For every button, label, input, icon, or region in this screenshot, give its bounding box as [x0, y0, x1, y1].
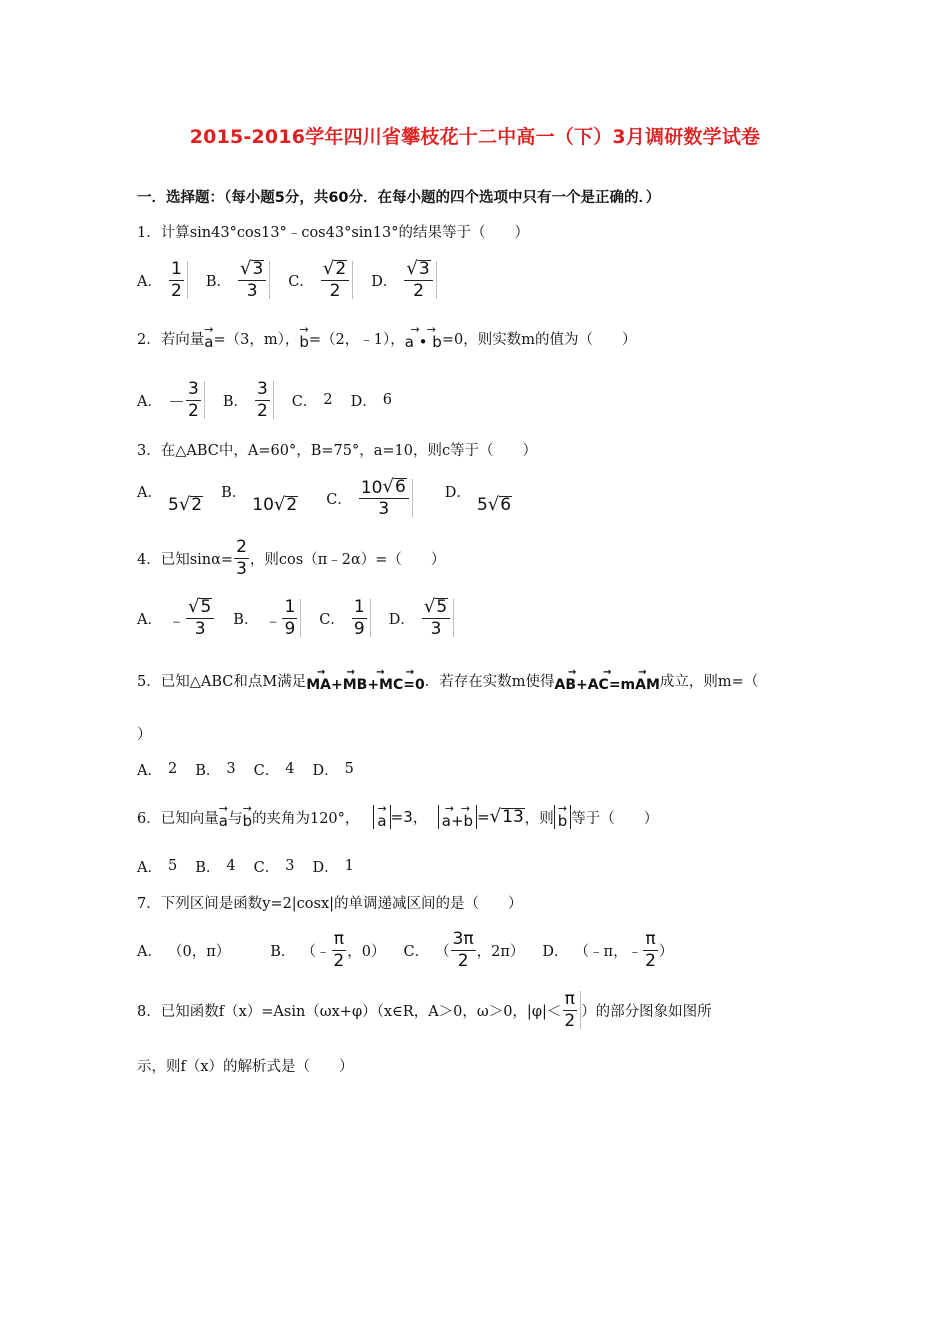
vector-a: → a	[204, 323, 214, 351]
option-a: A． － $\frac{3}{2}$	[137, 381, 205, 420]
option-d: D． （﹣π，﹣ $\frac{\pi}{2}$ ）	[542, 928, 674, 971]
exam-title: 2015-2016学年四川省攀枝花十二中高一（下）3月调研数学试卷	[189, 126, 761, 148]
question-1-text: 1．计算sin43°cos13°﹣cos43°sin13°的结果等于（ ）	[137, 224, 529, 241]
option-d: D． 6	[350, 392, 393, 410]
option-b: B． 10 √ 2	[221, 485, 298, 516]
vector-b: → b	[242, 802, 252, 830]
question-2-options	[137, 380, 410, 420]
option-b: B． （﹣ $\frac{\pi}{2}$ ，0）	[270, 928, 386, 971]
option-d: D． 5 √ 6	[444, 485, 512, 516]
fraction: √ 3 3	[238, 260, 266, 301]
option-a: A． 5 √ 2	[137, 485, 203, 516]
question-1	[137, 220, 529, 242]
option-b: B． 4	[195, 858, 236, 876]
question-6: 6．已知向量 → a 与 → b 的夹角为120°， → a =3， → → a+b = √ 13 ，则 → b 等于（ ）	[137, 802, 659, 830]
question-6-options	[137, 855, 372, 877]
question-4: 4．已知sinα= $\frac{2}{3}$ ，则cos（π﹣2α）=（ ）	[137, 536, 446, 579]
question-3-options	[137, 478, 530, 518]
option-c: C． 4	[253, 761, 295, 779]
option-c: C． 3	[253, 858, 295, 876]
vector-a: → a	[218, 802, 228, 830]
option-b: B． ﹣ $\frac{1}{9}$	[233, 599, 301, 638]
option-c: C． （ $\frac{3\pi}{2}$ ，2π）	[403, 928, 525, 971]
option-b: B． 3	[195, 761, 236, 779]
question-5: 5．已知△ABC和点M满足 → → → → MA+MB+MC=0 ．若存在实数m使得 → → → AB+AC=mAM 成立，则m=（	[137, 667, 759, 693]
question-3-text: 3．在△ABC中，A=60°，B=75°，a=10，则c等于（ ）	[137, 442, 538, 459]
question-4-options	[137, 598, 472, 638]
vector-equation-2: → → → AB+AC=mAM	[554, 667, 660, 693]
fraction: $\frac{1}{2}$	[170, 258, 182, 301]
question-3	[137, 438, 537, 460]
option-a: A． 2	[137, 761, 178, 779]
option-b: B． √ 3 3	[206, 260, 270, 301]
dot-product: → → a • b	[404, 323, 442, 351]
question-7	[137, 891, 523, 913]
question-8-line2: 示，则f（x）的解析式是（ ）	[137, 1058, 354, 1075]
question-8: 8．已知函数f（x）=Asin（ωx+φ）（x∈R，A＞0，ω＞0，|φ|＜ $\frac{\pi}{2}$ ）的部分图象如图所	[137, 988, 712, 1031]
question-7-text: 7．下列区间是函数y=2|cosx|的单调递减区间的是（ ）	[137, 895, 523, 912]
option-a: A． ﹣ √ 5 3	[137, 598, 215, 639]
option-b: B． $\frac{3}{2}$	[223, 381, 274, 420]
option-d: D． 1	[312, 858, 354, 876]
option-d: D． √ 3 2	[371, 260, 436, 301]
option-d: D． √ 5 3	[389, 598, 454, 639]
question-7-options	[137, 930, 691, 970]
option-c: C． $\frac{1}{9}$	[319, 599, 370, 638]
option-d: D． 5	[312, 761, 354, 779]
section-heading: 一．选择题：（每小题5分，共60分．在每小题的四个选项中只有一个是正确的．）	[137, 190, 661, 206]
vector-b: → b	[299, 323, 309, 351]
option-a: A． （0，π）	[137, 943, 231, 960]
question-2: 2．若向量 → a =（3，m）， → b =（2，﹣1）， → → a • b =0，则实数m的值为（ ）	[137, 323, 637, 351]
option-c: C． 2	[291, 392, 333, 410]
option-c: C． 10 √ 6 3	[326, 478, 413, 519]
option-a: A． 5	[137, 858, 178, 876]
fraction: √ 3 2	[404, 260, 432, 301]
vector-equation-1: → → → → MA+MB+MC=0	[306, 667, 425, 693]
fraction: √ 2 2	[321, 260, 349, 301]
question-5-options	[137, 758, 372, 780]
option-c: C． √ 2 2	[288, 260, 353, 301]
question-1-options	[137, 260, 455, 300]
option-a: A． $\frac{1}{2}$	[137, 261, 188, 300]
question-5-close: ）	[137, 726, 152, 743]
